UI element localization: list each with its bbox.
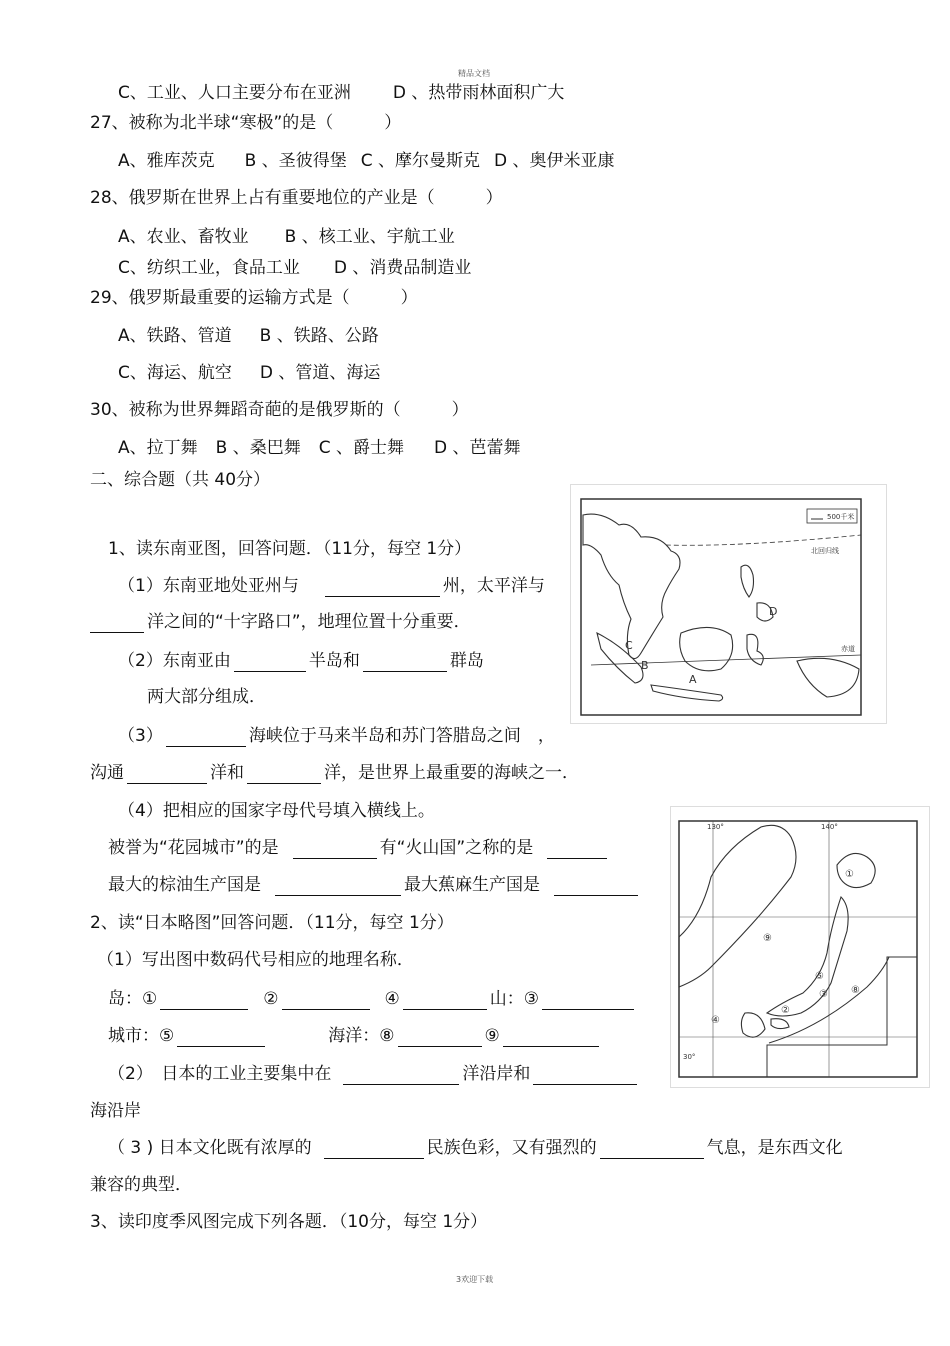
p2-island-blank-3[interactable] bbox=[403, 993, 487, 1010]
p2-q3-blank-1[interactable] bbox=[324, 1142, 424, 1159]
p1-q2-blank-2[interactable] bbox=[363, 655, 447, 672]
q30-option-d: D 、芭蕾舞 bbox=[434, 438, 521, 458]
q28-option-c: C、纺织工业，食品工业 bbox=[118, 258, 300, 278]
p2-island-blank-1[interactable] bbox=[160, 993, 248, 1010]
q29-option-d: D 、管道、海运 bbox=[259, 363, 381, 383]
p1-q1-text-a: （1）东南亚地处亚州与 bbox=[118, 576, 299, 596]
p2-q3-text-a: （ 3 ) 日本文化既有浓厚的 bbox=[108, 1138, 312, 1158]
p2-q1-line1 bbox=[108, 988, 637, 1010]
q28-option-b: B 、核工业、宇航工业 bbox=[284, 227, 455, 247]
q30-stem: 30、被称为世界舞蹈奇葩的是俄罗斯的（ ） bbox=[90, 400, 469, 420]
q26-option-c: C、工业、人口主要分布在亚洲 bbox=[118, 83, 351, 103]
japan-map-n1: ① bbox=[845, 869, 854, 880]
sea-map-label-a: A bbox=[689, 673, 697, 686]
p1-q1-blank-2[interactable] bbox=[90, 616, 144, 633]
p1-q3-blank-2[interactable] bbox=[127, 767, 207, 784]
p1-q4-line1 bbox=[108, 837, 610, 859]
sea-map-equator-label: 赤道 bbox=[841, 645, 855, 653]
p1-q3-line2 bbox=[90, 762, 579, 784]
p1-q4-blank-2[interactable] bbox=[547, 842, 607, 859]
p2-q3-text-c: 气息，是东西文化 bbox=[706, 1138, 843, 1158]
p1-q4-text-b: 有“火山国”之称的是 bbox=[379, 838, 534, 858]
p1-q4-text-a: 被誉为“花园城市”的是 bbox=[108, 838, 279, 858]
japan-map-lon-right: 140° bbox=[821, 823, 838, 831]
p2-island-label: 岛：① bbox=[108, 989, 158, 1009]
sea-map-label-d: D bbox=[769, 605, 778, 618]
p2-ocean-blank-2[interactable] bbox=[503, 1030, 599, 1047]
p1-q1-text-b: 州，太平洋与 bbox=[442, 576, 545, 596]
p2-q2-text-b: 洋沿岸和 bbox=[462, 1064, 531, 1084]
p1-q4-line2 bbox=[108, 874, 641, 896]
p1-q4-blank-3[interactable] bbox=[275, 879, 401, 896]
p1-q4-text-d: 最大蕉麻生产国是 bbox=[404, 875, 540, 895]
p2-q2-blank-1[interactable] bbox=[343, 1068, 459, 1085]
p1-q3-blank-1[interactable] bbox=[166, 730, 246, 747]
p1-q3-text-b: 海峡位于马来半岛和苏门答腊岛之间 ， bbox=[248, 726, 555, 746]
japan-map-n4: ④ bbox=[711, 1015, 720, 1026]
p1-q4-text-c: 最大的棕油生产国是 bbox=[108, 875, 261, 895]
q29-options-cd bbox=[118, 362, 380, 384]
sea-map-label-c: C bbox=[625, 639, 633, 652]
p2-city-label: 城市：⑤ bbox=[108, 1026, 175, 1046]
p1-q1-blank-1[interactable] bbox=[325, 580, 440, 597]
q27-option-c: C 、摩尔曼斯克 bbox=[360, 151, 480, 171]
p1-q1-text-c: 洋之间的“十字路口”，地理位置十分重要． bbox=[147, 612, 471, 632]
p1-q4-blank-4[interactable] bbox=[554, 879, 638, 896]
p1-q3-line1 bbox=[118, 725, 555, 747]
sea-map-tropic-label: 北回归线 bbox=[811, 547, 839, 555]
q29-options-ab bbox=[118, 325, 379, 347]
q28-option-d: D 、消费品制造业 bbox=[333, 258, 472, 278]
p1-q2-line2: 两大部分组成． bbox=[147, 687, 266, 707]
q27-stem: 27、被称为北半球“寒极”的是（ ） bbox=[90, 113, 402, 133]
q27-option-d: D 、奥伊米亚康 bbox=[494, 151, 615, 171]
q29-option-c: C、海运、航空 bbox=[118, 363, 232, 383]
p2-q1-line2 bbox=[108, 1025, 602, 1047]
japan-map-n2: ② bbox=[781, 1005, 790, 1016]
p1-q3-text-e: 洋，是世界上最重要的海峡之一． bbox=[324, 763, 579, 783]
q30-options bbox=[118, 437, 521, 459]
p2-island-blank-2[interactable] bbox=[282, 993, 370, 1010]
p1-q2-text-b: 半岛和 bbox=[308, 651, 360, 671]
japan-map-lon-left: 130° bbox=[707, 823, 724, 831]
p1-q2-text-a: （2）东南亚由 bbox=[118, 651, 231, 671]
q29-stem: 29、俄罗斯最重要的运输方式是（ ） bbox=[90, 288, 418, 308]
p2-q3-text-b: 民族色彩，又有强烈的 bbox=[426, 1138, 597, 1158]
q28-stem: 28、俄罗斯在世界上占有重要地位的产业是（ ） bbox=[90, 188, 503, 208]
q27-options bbox=[118, 150, 615, 172]
p1-q2-blank-1[interactable] bbox=[234, 655, 306, 672]
q29-option-a: A、铁路、管道 bbox=[118, 326, 232, 346]
japan-map-drawing bbox=[671, 807, 929, 1087]
sea-map-scale: 500千米 bbox=[827, 513, 855, 521]
page-footer: 3欢迎下载 bbox=[456, 1275, 494, 1284]
japan-map-lat-bottom: 30° bbox=[683, 1053, 696, 1061]
p2-ocean-label: 海洋：⑧ bbox=[328, 1026, 395, 1046]
p2-q1: （1）写出图中数码代号相应的地理名称． bbox=[97, 950, 414, 970]
p2-q2-line1 bbox=[108, 1063, 640, 1085]
p2-q3-blank-2[interactable] bbox=[600, 1142, 704, 1159]
p2-n4-label: ④ bbox=[384, 989, 400, 1009]
p3-stem: 3、读印度季风图完成下列各题．（10分，每空 1分） bbox=[90, 1212, 488, 1232]
japan-map bbox=[670, 806, 930, 1088]
p2-stem: 2、读“日本略图”回答问题．（11分，每空 1分） bbox=[90, 913, 454, 933]
p1-q2-text-c: 群岛 bbox=[449, 651, 484, 671]
p1-q3-text-c: 沟通 bbox=[90, 763, 124, 783]
p2-mountain-blank[interactable] bbox=[542, 993, 634, 1010]
p1-q1-line1 bbox=[118, 575, 545, 597]
q30-option-b: B 、桑巴舞 bbox=[215, 438, 301, 458]
southeast-asia-map bbox=[570, 484, 887, 724]
p2-ocean-blank-1[interactable] bbox=[398, 1030, 482, 1047]
p2-n2-label: ② bbox=[263, 989, 279, 1009]
p2-n9-label: ⑨ bbox=[484, 1026, 500, 1046]
japan-map-n3: ③ bbox=[819, 989, 828, 1000]
section2-title: 二、综合题（共 40分） bbox=[90, 470, 271, 490]
p1-q3-blank-3[interactable] bbox=[247, 767, 321, 784]
q30-option-c: C 、爵士舞 bbox=[318, 438, 404, 458]
p1-q3-text-d: 洋和 bbox=[210, 763, 244, 783]
q28-option-a: A、农业、畜牧业 bbox=[118, 227, 249, 247]
p2-mountain-label: 山：③ bbox=[489, 989, 539, 1009]
p1-q4-stem: （4）把相应的国家字母代号填入横线上。 bbox=[118, 801, 435, 821]
p2-city-blank[interactable] bbox=[177, 1030, 265, 1047]
japan-map-n5: ⑤ bbox=[815, 971, 824, 982]
q28-options-ab bbox=[118, 226, 455, 248]
p2-q3-line1 bbox=[108, 1137, 843, 1159]
p1-q4-blank-1[interactable] bbox=[293, 842, 377, 859]
p1-q1-line2 bbox=[90, 611, 471, 633]
p2-q2-text-a: （2） 日本的工业主要集中在 bbox=[108, 1064, 332, 1084]
sea-map-label-b: B bbox=[641, 659, 649, 672]
p1-stem: 1、读东南亚图，回答问题．（11分，每空 1分） bbox=[108, 539, 472, 559]
q27-option-a: A、雅库茨克 bbox=[118, 151, 215, 171]
p2-q2-line2: 海沿岸 bbox=[90, 1101, 141, 1121]
q28-options-cd bbox=[118, 257, 471, 279]
q30-option-a: A、拉丁舞 bbox=[118, 438, 198, 458]
p1-q2-line1 bbox=[118, 650, 484, 672]
p2-q3-line2: 兼容的典型． bbox=[90, 1175, 192, 1195]
japan-map-n8: ⑧ bbox=[851, 985, 860, 996]
q26-option-d: D 、热带雨林面积广大 bbox=[392, 83, 565, 103]
q26-option-row bbox=[118, 82, 564, 104]
p1-q3-text-a: （3） bbox=[118, 726, 163, 746]
q27-option-b: B 、圣彼得堡 bbox=[244, 151, 347, 171]
southeast-asia-map-drawing bbox=[571, 485, 886, 723]
q29-option-b: B 、铁路、公路 bbox=[259, 326, 379, 346]
japan-map-n9: ⑨ bbox=[763, 933, 772, 944]
page-header: 精品文档 bbox=[458, 69, 490, 78]
p2-q2-blank-2[interactable] bbox=[533, 1068, 637, 1085]
